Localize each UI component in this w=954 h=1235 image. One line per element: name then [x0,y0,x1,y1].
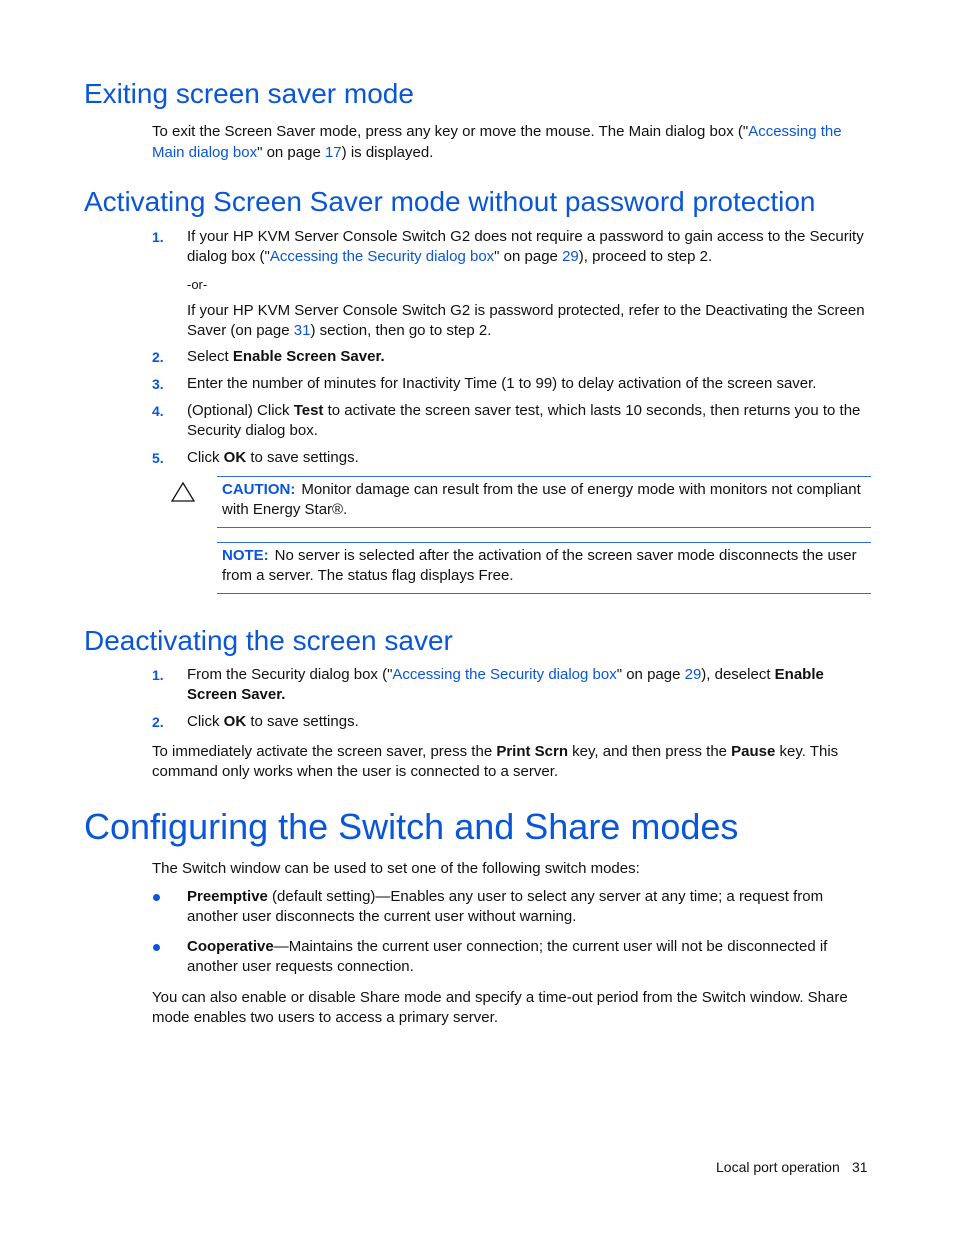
text: Click [187,713,224,730]
page-link-31[interactable]: 31 [293,322,311,339]
caution-label: CAUTION: [222,481,296,498]
bullet-dot [153,894,160,901]
activating-step-1-alt [187,301,872,341]
activating-step-1 [187,227,872,267]
text: key. This command only works when the user is connected to a server. [152,743,839,780]
text: to save settings. [246,713,359,730]
heading-activating-screen-saver: Activating Screen Saver mode without password protection [84,186,816,217]
activating-step-4 [187,401,872,441]
text: (default setting)—Enables any user to select any server at any time; a request from another user disconnects the current user without warning. [187,888,824,925]
note-text: No server is selected after the activation of the screen saver mode disconnects the user from a server. The status flag displays Free. [222,547,857,584]
step-number: 3. [152,376,164,392]
text: If your HP KVM Server Console Switch G2 does not require a password to gain access to the Security dialog box (" [187,228,864,265]
footer-label: Local port operation [716,1159,840,1175]
text: From the Security dialog box (" [187,666,393,683]
mode-name: Cooperative [187,938,274,955]
bullet-preemptive [187,887,872,927]
caution-triangle-icon [171,482,195,502]
text: ) section, then go to step 2. [310,322,492,339]
text: " on page [257,144,325,161]
deactivating-step-1 [187,665,872,705]
deactivating-paragraph [152,742,872,782]
page-link-17[interactable]: 17 [324,144,342,161]
bullet-cooperative [187,937,872,977]
text: Select [187,348,233,365]
ui-term: OK [223,449,247,466]
key-name: Pause [731,743,776,760]
ui-term: Test [293,402,324,419]
text: ) is displayed. [341,144,434,161]
caution-text: Monitor damage can result from the use of energy mode with monitors not compliant with Energy Star®. [222,481,861,518]
configuring-intro: The Switch window can be used to set one of the following switch modes: [152,860,640,877]
bullet-dot [153,944,160,951]
deactivating-step-2 [187,712,872,732]
text: key, and then press the [568,743,732,760]
heading-exiting-screen-saver: Exiting screen saver mode [84,78,414,109]
link-accessing-security-dialog[interactable]: Accessing the Security dialog box [269,248,495,265]
note-label: NOTE: [222,547,269,564]
exiting-paragraph [152,121,872,163]
text: to save settings. [246,449,359,466]
text: (Optional) Click [187,402,294,419]
step-number: 1. [152,667,164,683]
link-accessing-security-dialog[interactable]: Accessing the Security dialog box [392,666,617,683]
step-number: 1. [152,229,164,245]
text: " on page [494,248,563,265]
mode-name: Preemptive [187,888,268,905]
text: " on page [616,666,685,683]
ui-term: Enable Screen Saver. [187,666,824,703]
step-number: 4. [152,403,164,419]
page-link-29[interactable]: 29 [684,666,702,683]
text: To immediately activate the screen saver, press the [152,743,497,760]
key-name: Print Scrn [496,743,569,760]
activating-step-5 [187,448,872,468]
text: to activate the screen saver test, which lasts 10 seconds, then returns you to the Security dialog box. [187,402,861,439]
text: If your HP KVM Server Console Switch G2 is password protected, refer to the Deactivating the Screen Saver (on page [187,302,865,339]
caution-notice [222,480,867,520]
note-top-rule [217,542,871,543]
ui-term: OK [223,713,247,730]
heading-deactivating-screen-saver: Deactivating the screen saver [84,625,453,656]
step-number: 5. [152,450,164,466]
activating-step-2 [187,347,872,367]
text: ), proceed to step 2. [578,248,713,265]
caution-bottom-rule [217,527,871,528]
page-link-29[interactable]: 29 [562,248,579,265]
link-accessing-main-dialog[interactable]: Accessing the Main dialog box [152,123,842,161]
configuring-closing: You can also enable or disable Share mode and specify a time-out period from the Switch window. Share mode enables two users to access a primary server. [152,989,848,1026]
step-number: 2. [152,349,164,365]
caution-top-rule [217,476,871,477]
text: Click [187,449,224,466]
note-bottom-rule [217,593,871,594]
heading-configuring-switch-share: Configuring the Switch and Share modes [84,806,739,847]
activating-step-3: Enter the number of minutes for Inactivity Time (1 to 99) to delay activation of the screen saver. [187,375,817,392]
text: ), deselect [701,666,775,683]
text: To exit the Screen Saver mode, press any key or move the mouse. The Main dialog box (" [152,123,749,140]
text: —Maintains the current user connection; the current user will not be disconnected if another user requests connection. [187,938,828,975]
step-number: 2. [152,714,164,730]
note-notice [222,546,867,586]
footer-page-number: 31 [852,1159,868,1175]
or-separator: -or- [187,277,208,292]
ui-term: Enable Screen Saver. [232,348,385,365]
